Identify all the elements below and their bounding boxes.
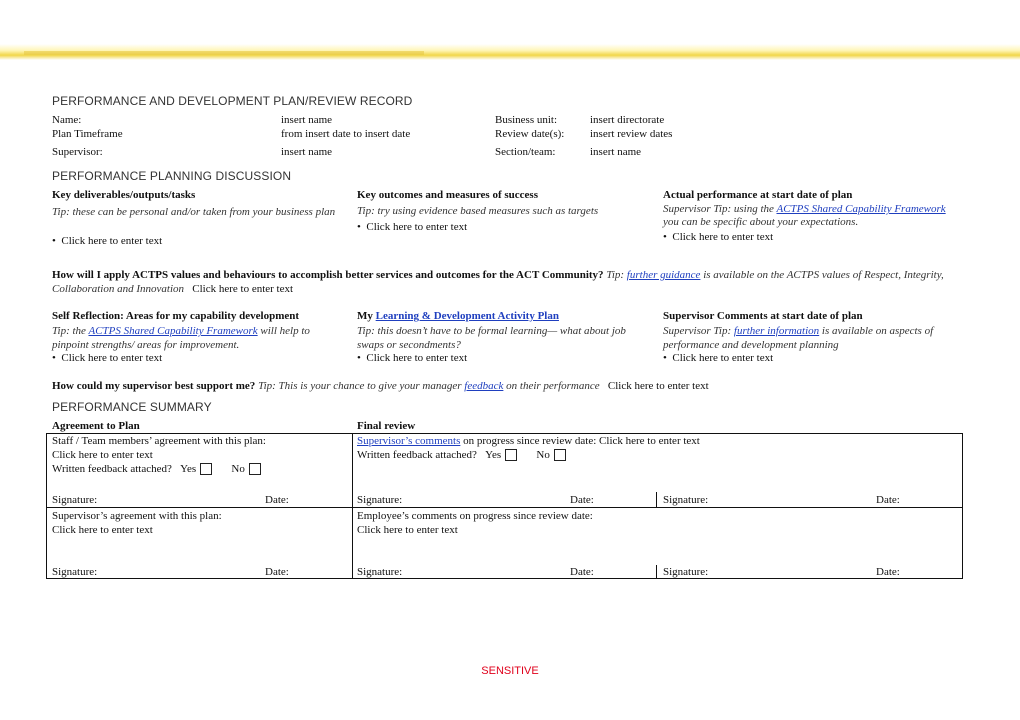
section-team-value[interactable]: insert name [590, 146, 642, 158]
final-feedback-label: Written feedback attached? [357, 449, 477, 461]
outcomes-tip: Tip: try using evidence based measures such as targets [357, 205, 599, 217]
support-entry[interactable]: Click here to enter text [607, 380, 709, 392]
supervisor-comments-row [357, 435, 700, 448]
summary-col-divider [352, 433, 353, 579]
actual-tip-pre: Supervisor Tip: using the [663, 203, 777, 215]
learning-plan-link[interactable]: Learning & Development Activity Plan [375, 310, 559, 322]
self-reflection-entry[interactable]: • Click here to enter text [52, 352, 163, 364]
learning-plan-entry-text[interactable]: Click here to enter text [366, 352, 468, 364]
summary-row-divider [46, 507, 963, 508]
supervisor-agreement-entry[interactable]: Click here to enter text [52, 524, 153, 536]
name-value[interactable]: insert name [281, 114, 333, 126]
signature-label: Signature: [663, 494, 709, 506]
outcomes-entry-text[interactable]: Click here to enter text [366, 221, 468, 233]
final-yes-checkbox[interactable] [505, 449, 517, 461]
self-reflection-heading: Self Reflection: Areas for my capability development [52, 310, 300, 322]
signature-label: Signature: [357, 566, 403, 578]
actual-performance-tip [663, 203, 948, 229]
values-question-text: How will I apply ACTPS values and behaviours to accomplish better services and outcomes for the ACT Community? [52, 269, 604, 281]
business-unit-value[interactable]: insert directorate [590, 114, 665, 126]
staff-agreement-entry[interactable]: Click here to enter text [52, 449, 153, 461]
feedback-link[interactable]: feedback [464, 380, 504, 392]
employee-comments-label: Employee’s comments on progress since review date: [357, 510, 593, 522]
date-label: Date: [570, 566, 594, 578]
final-review-heading: Final review [357, 420, 416, 432]
plan-timeframe-label: Plan Timeframe [52, 128, 123, 140]
support-tip-post: on their performance [503, 380, 600, 392]
signature-label: Signature: [357, 494, 403, 506]
planning-heading: PERFORMANCE PLANNING DISCUSSION [52, 169, 292, 183]
learning-plan-entry[interactable]: • Click here to enter text [357, 352, 468, 364]
supervisor-comments-tip [663, 324, 958, 352]
signature-divider-2 [656, 565, 657, 579]
outcomes-entry[interactable]: • Click here to enter text [357, 221, 468, 233]
page-title: PERFORMANCE AND DEVELOPMENT PLAN/REVIEW RECORD [52, 94, 413, 108]
date-label: Date: [570, 494, 594, 506]
signature-label: Signature: [663, 566, 709, 578]
staff-feedback-label: Written feedback attached? [52, 463, 172, 475]
employee-comments-entry[interactable]: Click here to enter text [357, 524, 458, 536]
shared-capability-link[interactable]: ACTPS Shared Capability Framework [776, 203, 946, 215]
supervisor-comments-text[interactable]: on progress since review date: Click here to enter text [460, 435, 700, 447]
self-reflection-entry-text[interactable]: Click here to enter text [61, 352, 163, 364]
sensitivity-label: SENSITIVE [481, 665, 539, 677]
signature-label: Signature: [52, 566, 98, 578]
support-question [52, 380, 709, 393]
business-unit-label: Business unit: [495, 114, 558, 126]
actual-tip-post: you can be specific about your expectations. [663, 216, 859, 228]
date-label: Date: [265, 494, 289, 506]
supervisor-comments-link[interactable]: Supervisor’s comments [357, 435, 461, 447]
staff-no-label: No [231, 463, 245, 475]
deliverables-entry[interactable]: • Click here to enter text [52, 235, 163, 247]
values-question [52, 268, 957, 296]
review-dates-label: Review date(s): [495, 128, 565, 140]
values-tip-pre: Tip: [603, 269, 627, 281]
signature-label: Signature: [52, 494, 98, 506]
actual-performance-entry-text[interactable]: Click here to enter text [672, 231, 774, 243]
staff-yes-checkbox[interactable] [200, 463, 212, 475]
review-dates-value[interactable]: insert review dates [590, 128, 673, 140]
values-entry[interactable]: Click here to enter text [192, 283, 294, 295]
reflection-tip-post: will help to pinpoint strengths/ areas for improvement. [52, 325, 310, 351]
further-guidance-link[interactable]: further guidance [626, 269, 701, 281]
summary-heading: PERFORMANCE SUMMARY [52, 400, 212, 414]
staff-yes-label: Yes [180, 463, 197, 475]
header-banner-logo-strip [24, 51, 424, 55]
final-no-label: No [536, 449, 550, 461]
deliverables-heading: Key deliverables/outputs/tasks [52, 189, 196, 201]
supervisor-label: Supervisor: [52, 146, 103, 158]
plan-timeframe-value[interactable]: from insert date to insert date [281, 128, 411, 140]
date-label: Date: [876, 566, 900, 578]
date-label: Date: [876, 494, 900, 506]
learning-plan-heading [357, 310, 559, 323]
final-no-checkbox[interactable] [554, 449, 566, 461]
staff-agreement-label: Staff / Team members’ agreement with this plan: [52, 435, 266, 447]
actual-performance-entry[interactable]: • Click here to enter text [663, 231, 774, 243]
values-tip-post: is available on the ACTPS values of Respect, Integrity, Collaboration and Innovation [52, 269, 944, 295]
learning-plan-tip: Tip: this doesn’t have to be formal learning— what about job swaps or secondments? [357, 325, 626, 351]
sup-tip-post: is available on aspects of performance and development planning [663, 325, 934, 351]
sup-tip-pre: Supervisor Tip: [663, 325, 734, 337]
capability-framework-link[interactable]: ACTPS Shared Capability Framework [88, 325, 258, 337]
supervisor-comments-entry[interactable]: • Click here to enter text [663, 352, 774, 364]
supervisor-comments-entry-text[interactable]: Click here to enter text [672, 352, 774, 364]
learning-plan-pre: My [357, 310, 376, 322]
staff-no-checkbox[interactable] [249, 463, 261, 475]
reflection-tip-pre: Tip: the [52, 325, 89, 337]
staff-feedback-row [52, 463, 261, 476]
signature-divider-1 [656, 492, 657, 508]
supervisor-agreement-label: Supervisor’s agreement with this plan: [52, 510, 222, 522]
deliverables-tip: Tip: these can be personal and/or taken from your business plan [52, 206, 336, 218]
agreement-heading: Agreement to Plan [52, 420, 140, 432]
final-yes-label: Yes [485, 449, 502, 461]
support-question-text: How could my supervisor best support me? [52, 380, 256, 392]
actual-performance-heading: Actual performance at start date of plan [663, 189, 853, 201]
date-label: Date: [265, 566, 289, 578]
outcomes-heading: Key outcomes and measures of success [357, 189, 538, 201]
name-label: Name: [52, 114, 82, 126]
deliverables-entry-text[interactable]: Click here to enter text [61, 235, 163, 247]
further-information-link[interactable]: further information [733, 325, 820, 337]
supervisor-comments-heading: Supervisor Comments at start date of plan [663, 310, 863, 322]
support-tip-pre: Tip: This is your chance to give your manager [255, 380, 465, 392]
supervisor-value[interactable]: insert name [281, 146, 333, 158]
section-team-label: Section/team: [495, 146, 556, 158]
self-reflection-tip [52, 324, 348, 352]
final-feedback-row [357, 449, 566, 462]
